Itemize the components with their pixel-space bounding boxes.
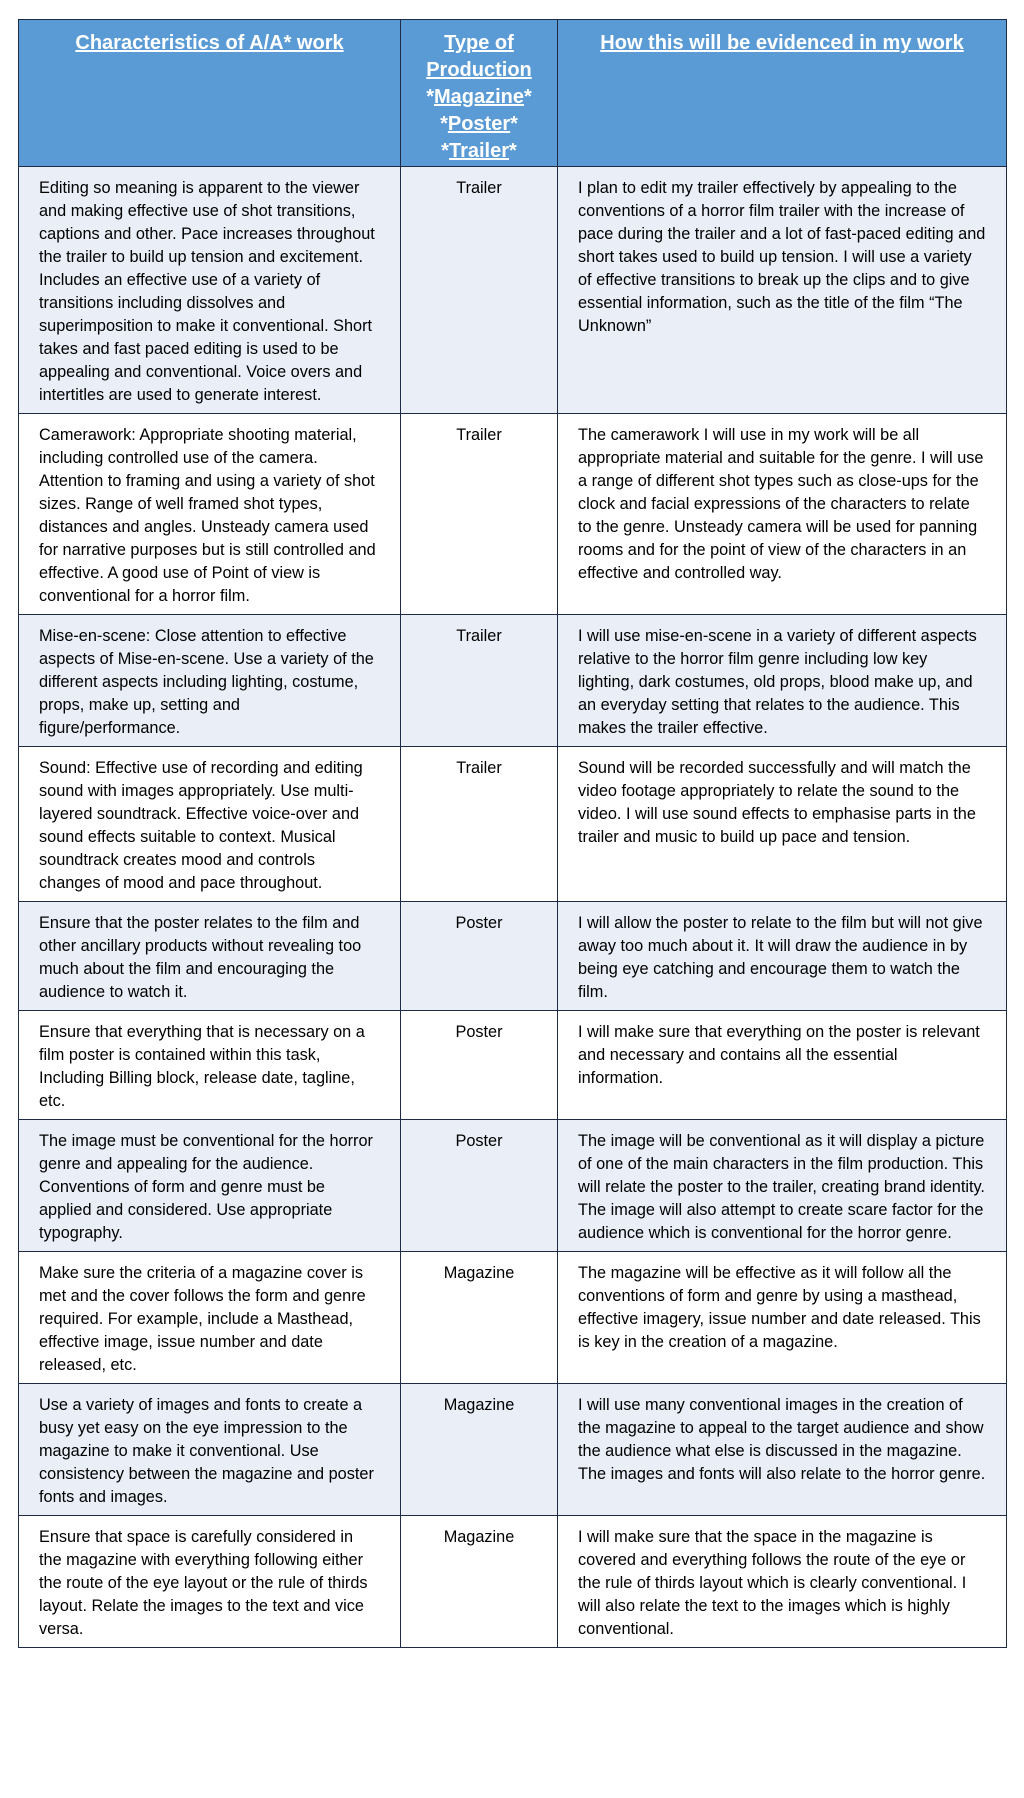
characteristic-cell: Editing so meaning is apparent to the viewer and making effective use of shot transitions, captions and other. Pace increases throughout the trailer to build up tension and excitement. Includes an effective use of a variety of transitions including dissolves and superimposition to make it conventional. Short takes and fast paced editing is used to be appealing and conventional. Voice overs and intertitles are used to generate interest. — [19, 167, 401, 414]
evidence-cell: I will use mise-en-scene in a variety of different aspects relative to the horror film genre including low key lighting, dark costumes, old props, blood make up, and an everyday setting that relates to the audience. This makes the trailer effective. — [558, 615, 1007, 747]
table-row — [19, 414, 1007, 615]
evidence-cell: The image will be conventional as it will display a picture of one of the main characters in the film production. This will relate the poster to the trailer, creating brand identity. The image will also attempt to create scare factor for the audience which is conventional for the horror genre. — [558, 1120, 1007, 1252]
table-row — [19, 1384, 1007, 1516]
evidence-cell: I will make sure that the space in the magazine is covered and everything follows the route of the eye or the rule of thirds layout which is clearly conventional. I will also relate the text to the images which is highly conventional. — [558, 1516, 1007, 1648]
production-type-cell: Poster — [401, 1011, 558, 1120]
table-row — [19, 1252, 1007, 1384]
evidence-cell: I plan to edit my trailer effectively by appealing to the conventions of a horror film trailer with the increase of pace during the trailer and a lot of fast-paced editing and short takes used to build up tension. I will use a variety of effective transitions to break up the clips and to give essential information, such as the title of the film “The Unknown” — [558, 167, 1007, 414]
header-type-of-production: Type of Production *Magazine* *Poster* *Trailer* — [401, 20, 558, 167]
production-type-cell: Magazine — [401, 1252, 558, 1384]
characteristic-cell: Use a variety of images and fonts to create a busy yet easy on the eye impression to the magazine to make it conventional. Use consistency between the magazine and poster fonts and images. — [19, 1384, 401, 1516]
production-type-cell: Trailer — [401, 747, 558, 902]
table-row — [19, 902, 1007, 1011]
characteristic-cell: Ensure that everything that is necessary on a film poster is contained within this task, Including Billing block, release date, tagline, etc. — [19, 1011, 401, 1120]
production-type-cell: Poster — [401, 1120, 558, 1252]
characteristic-cell: Ensure that the poster relates to the film and other ancillary products without revealing too much about the film and encouraging the audience to watch it. — [19, 902, 401, 1011]
production-type-cell: Trailer — [401, 615, 558, 747]
production-type-cell: Trailer — [401, 167, 558, 414]
evidence-cell: I will make sure that everything on the poster is relevant and necessary and contains all the essential information. — [558, 1011, 1007, 1120]
table-row — [19, 615, 1007, 747]
characteristic-cell: The image must be conventional for the horror genre and appealing for the audience. Conventions of form and genre must be applied and considered. Use appropriate typography. — [19, 1120, 401, 1252]
evidence-cell: The camerawork I will use in my work will be all appropriate material and suitable for the genre. I will use a range of different shot types such as close-ups for the clock and facial expressions of the characters to relate to the genre. Unsteady camera will be used for panning rooms and for the point of view of the characters in an effective and controlled way. — [558, 414, 1007, 615]
production-type-cell: Trailer — [401, 414, 558, 615]
characteristic-cell: Make sure the criteria of a magazine cover is met and the cover follows the form and genre required. For example, include a Masthead, effective image, issue number and date released, etc. — [19, 1252, 401, 1384]
production-type-cell: Magazine — [401, 1384, 558, 1516]
table-row — [19, 1120, 1007, 1252]
evidence-cell: I will use many conventional images in the creation of the magazine to appeal to the target audience and show the audience what else is discussed in the magazine. The images and fonts will also relate to the horror genre. — [558, 1384, 1007, 1516]
characteristic-cell: Camerawork: Appropriate shooting material, including controlled use of the camera. Attention to framing and using a variety of shot sizes. Range of well framed shot types, distances and angles. Unsteady camera used for narrative purposes but is still controlled and effective. A good use of Point of view is conventional for a horror film. — [19, 414, 401, 615]
header-evidence: How this will be evidenced in my work — [558, 20, 1007, 167]
characteristic-cell: Sound: Effective use of recording and editing sound with images appropriately. Use multi-layered soundtrack. Effective voice-over and sound effects suitable to context. Musical soundtrack creates mood and controls changes of mood and pace throughout. — [19, 747, 401, 902]
criteria-table — [18, 19, 1007, 1648]
header-row — [19, 20, 1007, 167]
header-characteristics: Characteristics of A/A* work — [19, 20, 401, 167]
characteristic-cell: Ensure that space is carefully considered in the magazine with everything following either the route of the eye layout or the rule of thirds layout. Relate the images to the text and vice versa. — [19, 1516, 401, 1648]
table-row — [19, 167, 1007, 414]
table-row — [19, 747, 1007, 902]
evidence-cell: The magazine will be effective as it will follow all the conventions of form and genre by using a masthead, effective imagery, issue number and date released. This is key in the creation of a magazine. — [558, 1252, 1007, 1384]
table-row — [19, 1516, 1007, 1648]
table-row — [19, 1011, 1007, 1120]
evidence-cell: I will allow the poster to relate to the film but will not give away too much about it. It will draw the audience in by being eye catching and encourage them to watch the film. — [558, 902, 1007, 1011]
evidence-cell: Sound will be recorded successfully and will match the video footage appropriately to relate the sound to the video. I will use sound effects to emphasise parts in the trailer and music to build up pace and tension. — [558, 747, 1007, 902]
production-type-cell: Magazine — [401, 1516, 558, 1648]
characteristic-cell: Mise-en-scene: Close attention to effective aspects of Mise-en-scene. Use a variety of the different aspects including lighting, costume, props, make up, setting and figure/performance. — [19, 615, 401, 747]
production-type-cell: Poster — [401, 902, 558, 1011]
